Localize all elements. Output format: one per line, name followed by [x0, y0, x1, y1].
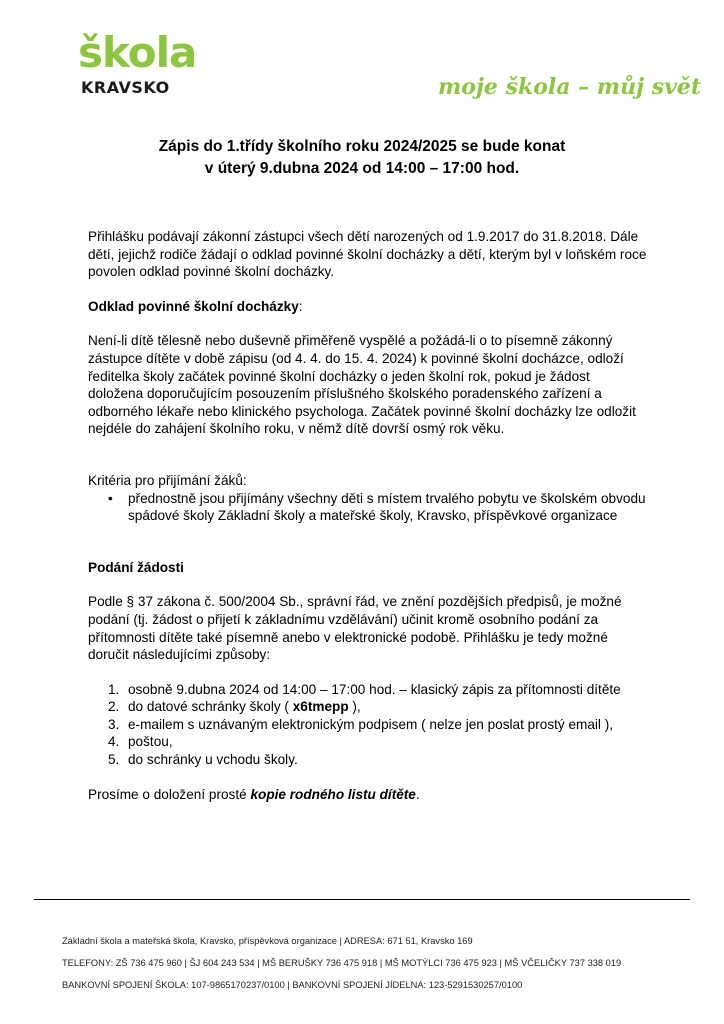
odklad-paragraph: Není-li dítě tělesně nebo duševně přiměřeně vyspělé a požádá-li o to písemně zákonný zástupce dítěte v době zápisu (od 4. 4. do 15. 4. 2024) k povinné školní docházce, odloží ředitelka školy začátek povinné školní docházky o jeden školní rok, pokud je žádost doložena doporučujícím posouzením příslušného školského poradenského zařízení a odborného lékaře nebo klinického psychologa. Začátek povinné školní docházky lze odložit nejdéle do zahájení školního roku, v němž dítě dovrší osmý rok věku. — [88, 333, 636, 437]
list-number: 4. — [108, 734, 120, 750]
odklad-heading — [88, 298, 648, 316]
kriteria-heading: Kritéria pro přijímání žáků: — [88, 472, 247, 488]
list-number: 3. — [108, 716, 120, 732]
footer-line-1: Základní škola a mateřská škola, Kravsko, příspěvková organizace | ADRESA: 671 51, Kravsko 169 — [62, 936, 473, 946]
odklad-heading-colon: : — [298, 298, 303, 314]
logo-subtitle: KRAVSKO — [81, 78, 170, 97]
footer-line-3: BANKOVNÍ SPOJENÍ ŠKOLA: 107-9865170237/0100 | BANKOVNÍ SPOJENÍ JÍDELNA: 123-5291530257/0100 — [62, 980, 523, 990]
podani-paragraph: Podle § 37 zákona č. 500/2004 Sb., správní řád, ve znění pozdějších předpisů, je možné podání (tj. žádost o přijetí k základnímu vzdělávání) učinit kromě osobního podání za přítomnosti dítěte také písemně anebo v elektronické podobě. Přihlášku je tedy možné doručit následujícími způsoby: — [88, 594, 622, 663]
podani-heading: Podání žádosti — [88, 559, 184, 575]
list-item-text-post: ), — [348, 699, 361, 715]
logo-wordmark: škola — [78, 28, 197, 77]
footer-divider — [34, 899, 690, 900]
document-body — [88, 228, 648, 803]
list-item — [88, 681, 648, 699]
list-item — [88, 751, 648, 769]
list-item-text: e-mailem s uznávaným elektronickým podpisem ( nelze jen poslat prostý email ), — [128, 716, 614, 732]
title-line-2: v úterý 9.dubna 2024 od 14:00 – 17:00 hod. — [204, 160, 520, 177]
document-title — [0, 136, 724, 180]
list-item-text-pre: do datové schránky školy ( — [128, 699, 293, 715]
list-item-text: poštou, — [128, 734, 173, 750]
slogan: moje škola – můj svět — [438, 74, 702, 100]
list-number: 5. — [108, 752, 120, 768]
kriteria-list — [88, 490, 648, 525]
list-item: • přednostně jsou přijímány všechny děti s místem trvalého pobytu ve školském obvodu spádové školy Základní školy a mateřské školy, Kravsko, příspěvkové organizace — [88, 490, 648, 525]
school-logo — [78, 28, 197, 100]
closing-paragraph — [88, 786, 648, 804]
footer — [62, 930, 621, 996]
datova-schranka-id: x6tmepp — [292, 699, 349, 715]
list-number: 2. — [108, 699, 120, 715]
intro-paragraph: Přihlášku podávají zákonní zástupci všech dětí narozených od 1.9.2017 do 31.8.2018. Dále dětí, jejichž rodiče žádají o odklad povinné školní docházky a dětí, kterým byl v loňském roce povolen odklad povinné školní docházky. — [88, 229, 647, 280]
title-line-1: Zápis do 1.třídy školního roku 2024/2025 se bude konat — [158, 138, 566, 155]
list-item — [88, 716, 648, 734]
list-number: 1. — [108, 681, 120, 697]
closing-emphasis: kopie rodného listu dítěte — [250, 786, 416, 802]
odklad-heading-text: Odklad povinné školní docházky — [88, 298, 299, 314]
footer-line-2: TELEFONY: ZŠ 736 475 960 | ŠJ 604 243 534 | MŠ BERUŠKY 736 475 918 | MŠ MOTÝLCI 736 475 923 | MŠ VČELIČKY 737 338 019 — [62, 958, 622, 968]
list-item-text: do schránky u vchodu školy. — [128, 752, 298, 768]
podani-list — [88, 681, 648, 769]
list-item — [88, 733, 648, 751]
closing-text-pre: Prosíme o doložení prosté — [88, 786, 251, 802]
list-item-text: osobně 9.dubna 2024 od 14:00 – 17:00 hod. – klasický zápis za přítomnosti dítěte — [128, 681, 621, 697]
closing-text-post: . — [415, 786, 420, 802]
list-item — [88, 698, 648, 716]
